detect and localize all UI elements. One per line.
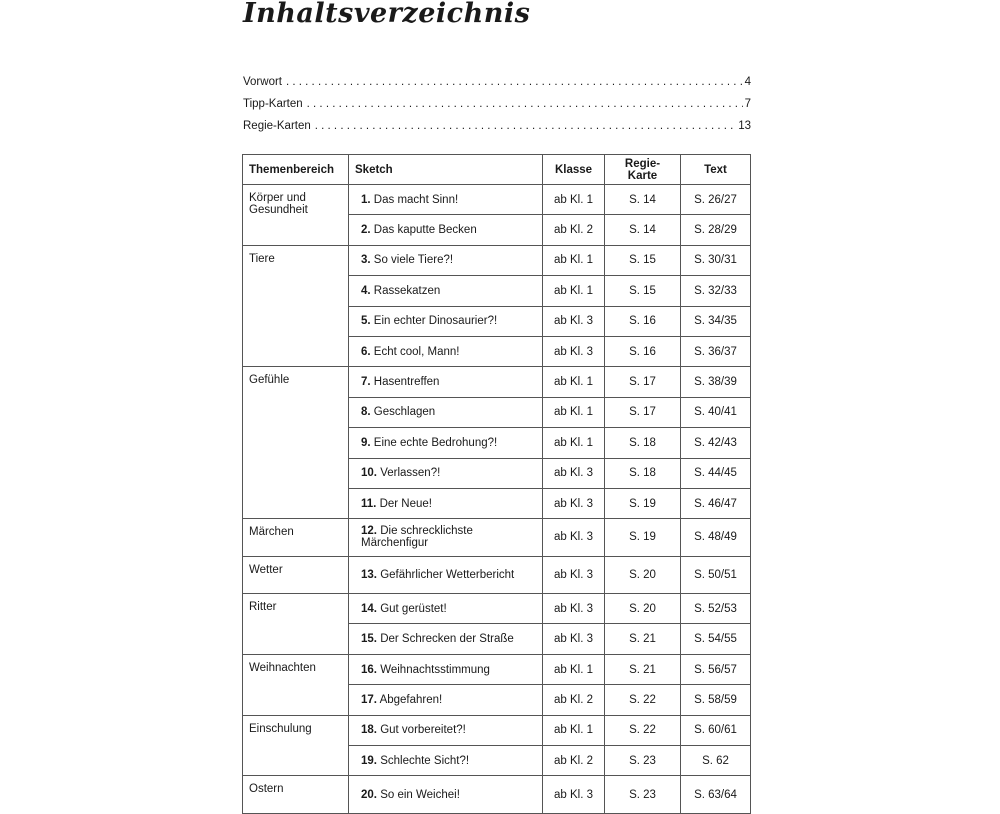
table-row <box>243 367 751 397</box>
klasse-cell: ab Kl. 1 <box>543 185 605 215</box>
sketch-cell <box>349 685 543 715</box>
klasse-cell: ab Kl. 3 <box>543 458 605 488</box>
header-themenbereich: Themenbereich <box>243 155 349 185</box>
regie-karte-cell: S. 17 <box>605 397 681 427</box>
page-title: Inhaltsverzeichnis <box>243 0 531 29</box>
sketch-number: 10. <box>361 467 377 480</box>
sketch-number: 13. <box>361 568 377 581</box>
sketch-title: Eine echte Bedrohung?! <box>373 436 498 449</box>
sketch-title: Das macht Sinn! <box>373 193 459 206</box>
text-cell: S. 34/35 <box>681 306 751 336</box>
klasse-cell: ab Kl. 1 <box>543 654 605 684</box>
sketch-number: 5. <box>361 315 371 328</box>
klasse-cell: ab Kl. 3 <box>543 336 605 366</box>
regie-karte-cell: S. 19 <box>605 519 681 556</box>
text-cell: S. 56/57 <box>681 654 751 684</box>
sketch-number: 11. <box>361 497 377 510</box>
toc-item-regie-karten <box>243 120 751 142</box>
klasse-cell: ab Kl. 1 <box>543 245 605 275</box>
toc-item-tipp-karten <box>243 98 751 120</box>
text-cell: S. 26/27 <box>681 185 751 215</box>
sketch-cell <box>349 488 543 518</box>
sketch-number: 15. <box>361 633 377 646</box>
sketch-number: 12. <box>361 525 377 538</box>
sketch-title: Echt cool, Mann! <box>373 345 460 358</box>
text-cell: S. 48/49 <box>681 519 751 556</box>
text-cell: S. 32/33 <box>681 276 751 306</box>
sketch-number: 19. <box>361 754 377 767</box>
klasse-cell: ab Kl. 3 <box>543 776 605 813</box>
klasse-cell: ab Kl. 3 <box>543 519 605 556</box>
sketch-cell <box>349 654 543 684</box>
text-cell: S. 44/45 <box>681 458 751 488</box>
sketch-number: 6. <box>361 345 371 358</box>
sketch-title: Gefährlicher Wetterbericht <box>380 568 515 581</box>
sketch-number: 7. <box>361 376 371 389</box>
toc-item-page: 7 <box>744 98 751 110</box>
sketch-title: Der Neue! <box>379 497 432 510</box>
regie-karte-cell: S. 19 <box>605 488 681 518</box>
regie-karte-cell: S. 18 <box>605 458 681 488</box>
toc-item-vorwort <box>243 76 751 98</box>
klasse-cell: ab Kl. 1 <box>543 715 605 745</box>
toc-list <box>243 76 751 142</box>
regie-karte-cell: S. 16 <box>605 336 681 366</box>
header-regie-karte: Regie-Karte <box>605 155 681 185</box>
text-cell: S. 42/43 <box>681 428 751 458</box>
regie-karte-cell: S. 21 <box>605 654 681 684</box>
table-row <box>243 245 751 275</box>
regie-karte-cell: S. 18 <box>605 428 681 458</box>
toc-leader-dots <box>286 76 743 88</box>
sketch-number: 20. <box>361 788 377 801</box>
header-text: Text <box>681 155 751 185</box>
klasse-cell: ab Kl. 1 <box>543 367 605 397</box>
sketch-title: So ein Weichei! <box>380 788 460 801</box>
theme-cell: Ritter <box>243 594 349 655</box>
theme-cell: Tiere <box>243 245 349 367</box>
text-cell: S. 30/31 <box>681 245 751 275</box>
sketch-cell <box>349 245 543 275</box>
regie-karte-cell: S. 21 <box>605 624 681 654</box>
regie-karte-cell: S. 17 <box>605 367 681 397</box>
theme-cell: Weihnachten <box>243 654 349 715</box>
sketch-number: 9. <box>361 436 371 449</box>
toc-item-page: 4 <box>744 76 751 88</box>
sketch-title: Weihnachtsstimmung <box>380 663 490 676</box>
sketch-title: Gut vorbereitet?! <box>380 724 466 737</box>
text-cell: S. 63/64 <box>681 776 751 813</box>
sketch-cell <box>349 276 543 306</box>
sketch-number: 3. <box>361 254 371 267</box>
regie-karte-cell: S. 23 <box>605 746 681 776</box>
regie-karte-cell: S. 14 <box>605 185 681 215</box>
sketch-cell <box>349 215 543 245</box>
sketch-title: Rassekatzen <box>373 284 441 297</box>
sketch-cell <box>349 336 543 366</box>
klasse-cell: ab Kl. 3 <box>543 306 605 336</box>
toc-item-label: Tipp-Karten <box>243 98 303 110</box>
text-cell: S. 28/29 <box>681 215 751 245</box>
sketch-title: Abgefahren! <box>379 693 443 706</box>
regie-karte-cell: S. 23 <box>605 776 681 813</box>
sketch-title: Verlassen?! <box>380 467 441 480</box>
theme-cell: Wetter <box>243 556 349 593</box>
theme-cell: Einschulung <box>243 715 349 776</box>
toc-item-label: Regie-Karten <box>243 120 311 132</box>
klasse-cell: ab Kl. 2 <box>543 746 605 776</box>
sketch-title: Der Schrecken der Straße <box>380 633 514 646</box>
regie-karte-cell: S. 16 <box>605 306 681 336</box>
sketch-title: Schlechte Sicht?! <box>380 754 470 767</box>
table-body <box>243 185 751 814</box>
sketch-title: Geschlagen <box>373 406 436 419</box>
sketch-number: 17. <box>361 693 377 706</box>
regie-karte-cell: S. 22 <box>605 715 681 745</box>
text-cell: S. 38/39 <box>681 367 751 397</box>
toc-item-label: Vorwort <box>243 76 282 88</box>
sketch-cell <box>349 185 543 215</box>
table-row <box>243 654 751 684</box>
text-cell: S. 60/61 <box>681 715 751 745</box>
sketch-number: 1. <box>361 193 371 206</box>
regie-karte-cell: S. 14 <box>605 215 681 245</box>
regie-karte-cell: S. 20 <box>605 556 681 593</box>
klasse-cell: ab Kl. 2 <box>543 215 605 245</box>
regie-karte-cell: S. 20 <box>605 594 681 624</box>
sketch-cell <box>349 556 543 593</box>
text-cell: S. 36/37 <box>681 336 751 366</box>
regie-karte-cell: S. 15 <box>605 245 681 275</box>
klasse-cell: ab Kl. 3 <box>543 488 605 518</box>
theme-cell: Märchen <box>243 519 349 556</box>
sketch-cell <box>349 458 543 488</box>
table-row <box>243 776 751 813</box>
sketch-cell <box>349 397 543 427</box>
sketch-cell <box>349 367 543 397</box>
sketch-cell <box>349 594 543 624</box>
text-cell: S. 52/53 <box>681 594 751 624</box>
header-sketch: Sketch <box>349 155 543 185</box>
table-row <box>243 185 751 215</box>
sketch-number: 4. <box>361 284 371 297</box>
sketch-title: Gut gerüstet! <box>380 602 447 615</box>
sketch-number: 18. <box>361 724 377 737</box>
toc-leader-dots <box>307 98 743 110</box>
table-row <box>243 715 751 745</box>
text-cell: S. 50/51 <box>681 556 751 593</box>
klasse-cell: ab Kl. 3 <box>543 624 605 654</box>
sketch-number: 16. <box>361 663 377 676</box>
klasse-cell: ab Kl. 3 <box>543 594 605 624</box>
text-cell: S. 54/55 <box>681 624 751 654</box>
theme-cell: Gefühle <box>243 367 349 519</box>
regie-karte-cell: S. 15 <box>605 276 681 306</box>
sketch-cell <box>349 776 543 813</box>
regie-karte-cell: S. 22 <box>605 685 681 715</box>
text-cell: S. 58/59 <box>681 685 751 715</box>
table-row <box>243 519 751 556</box>
text-cell: S. 40/41 <box>681 397 751 427</box>
sketch-cell <box>349 715 543 745</box>
sketch-title: So viele Tiere?! <box>373 254 454 267</box>
sketch-cell <box>349 519 543 556</box>
sketch-number: 14. <box>361 602 377 615</box>
theme-cell: Ostern <box>243 776 349 813</box>
sketch-cell <box>349 746 543 776</box>
klasse-cell: ab Kl. 1 <box>543 397 605 427</box>
table-row <box>243 594 751 624</box>
theme-cell: Körper und Gesundheit <box>243 185 349 246</box>
sketch-title: Hasentreffen <box>373 376 440 389</box>
sketch-number: 8. <box>361 406 371 419</box>
toc-item-page: 13 <box>738 120 751 132</box>
sketch-title: Das kaputte Becken <box>373 224 477 237</box>
klasse-cell: ab Kl. 2 <box>543 685 605 715</box>
sketch-title: Ein echter Dinosaurier?! <box>373 315 498 328</box>
text-cell: S. 46/47 <box>681 488 751 518</box>
toc-leader-dots <box>315 120 736 132</box>
sketch-number: 2. <box>361 224 371 237</box>
text-cell: S. 62 <box>681 746 751 776</box>
sketch-cell <box>349 428 543 458</box>
sketch-title: Die schrecklichste Märchenfigur <box>361 525 473 550</box>
klasse-cell: ab Kl. 3 <box>543 556 605 593</box>
table-header-row <box>243 155 751 185</box>
sketch-cell <box>349 624 543 654</box>
table-row <box>243 556 751 593</box>
klasse-cell: ab Kl. 1 <box>543 276 605 306</box>
contents-table <box>242 154 751 814</box>
klasse-cell: ab Kl. 1 <box>543 428 605 458</box>
header-klasse: Klasse <box>543 155 605 185</box>
sketch-cell <box>349 306 543 336</box>
